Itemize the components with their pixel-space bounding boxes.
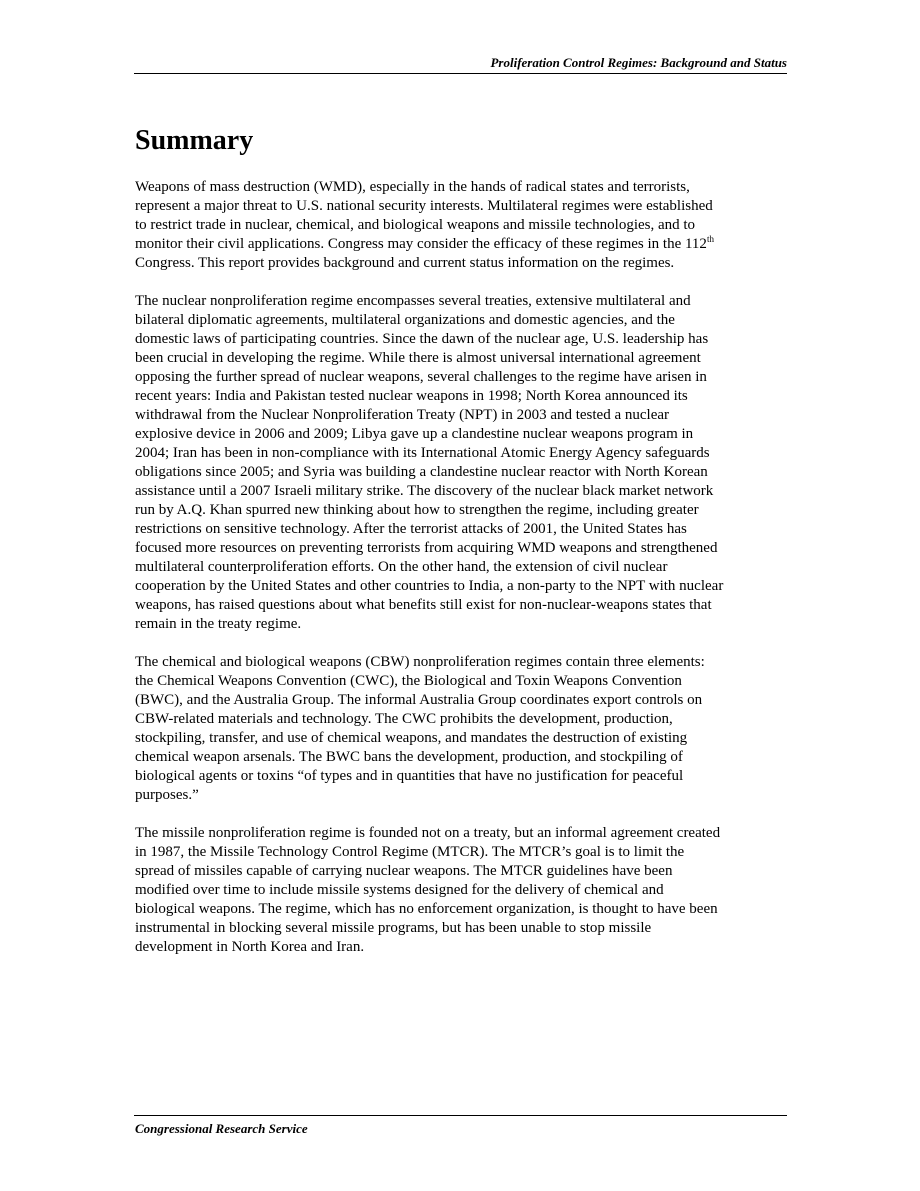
text-line: stockpiling, transfer, and use of chemical weapons, and mandates the destruction of existing — [135, 730, 688, 746]
text-line: the Chemical Weapons Convention (CWC), the Biological and Toxin Weapons Convention — [135, 673, 682, 689]
running-footer: Congressional Research Service — [135, 1121, 308, 1136]
paragraph-missile-regime — [135, 824, 789, 957]
paragraph-cbw-regime — [135, 653, 789, 805]
text-line: Weapons of mass destruction (WMD), especially in the hands of radical states and terrorists, — [135, 179, 690, 195]
text-line: run by A.Q. Khan spurred new thinking about how to strengthen the regime, including greater — [135, 502, 699, 518]
text-line: Congress. This report provides background and current status information on the regimes. — [135, 255, 675, 271]
text-line-with-ordinal — [135, 235, 789, 254]
text-line: assistance until a 2007 Israeli military strike. The discovery of the nuclear black market network — [135, 483, 714, 499]
footer-divider — [134, 1115, 787, 1116]
text-line: (BWC), and the Australia Group. The informal Australia Group coordinates export controls on — [135, 692, 703, 708]
text-line: The nuclear nonproliferation regime encompasses several treaties, extensive multilateral and — [135, 293, 691, 309]
paragraph-nuclear-regime — [135, 292, 789, 634]
text-line: spread of missiles capable of carrying nuclear weapons. The MTCR guidelines have been — [135, 863, 673, 879]
text-line: focused more resources on preventing terrorists from acquiring WMD weapons and strengthened — [135, 540, 718, 556]
text-line: in 1987, the Missile Technology Control Regime (MTCR). The MTCR’s goal is to limit the — [135, 844, 685, 860]
text-line: opposing the further spread of nuclear weapons, several challenges to the regime have arisen in — [135, 369, 707, 385]
text-line: biological agents or toxins “of types and in quantities that have no justification for peaceful — [135, 768, 684, 784]
ordinal-superscript: th — [706, 234, 714, 244]
running-header: Proliferation Control Regimes: Background and Status — [490, 55, 787, 70]
text-line: remain in the treaty regime. — [135, 616, 302, 632]
text-line: explosive device in 2006 and 2009; Libya gave up a clandestine nuclear weapons program in — [135, 426, 694, 442]
text-line: The chemical and biological weapons (CBW) nonproliferation regimes contain three elements: — [135, 654, 705, 670]
text-line: obligations since 2005; and Syria was building a clandestine nuclear reactor with North Korean — [135, 464, 708, 480]
text-line: been crucial in developing the regime. While there is almost universal international agreement — [135, 350, 701, 366]
text-line: The missile nonproliferation regime is founded not on a treaty, but an informal agreement created — [135, 825, 721, 841]
text-line: monitor their civil applications. Congress may consider the efficacy of these regimes in the 112 — [135, 236, 707, 252]
text-line: bilateral diplomatic agreements, multilateral organizations and domestic agencies, and the — [135, 312, 675, 328]
text-line: development in North Korea and Iran. — [135, 939, 365, 955]
section-title: Summary — [135, 125, 254, 156]
text-line: purposes.” — [135, 787, 199, 803]
text-line: CBW-related materials and technology. The CWC prohibits the development, production, — [135, 711, 673, 727]
text-line: instrumental in blocking several missile programs, but has been unable to stop missile — [135, 920, 652, 936]
text-line: withdrawal from the Nuclear Nonproliferation Treaty (NPT) in 2003 and tested a nuclear — [135, 407, 670, 423]
text-line: cooperation by the United States and other countries to India, a non-party to the NPT with nuclear — [135, 578, 724, 594]
text-line: biological weapons. The regime, which has no enforcement organization, is thought to have been — [135, 901, 718, 917]
text-line: restrictions on sensitive technology. After the terrorist attacks of 2001, the United States has — [135, 521, 687, 537]
text-line: chemical weapon arsenals. The BWC bans the development, production, and stockpiling of — [135, 749, 683, 765]
paragraph-wmd-intro — [135, 178, 789, 273]
header-divider — [134, 73, 787, 74]
text-line: multilateral counterproliferation efforts. On the other hand, the extension of civil nuclear — [135, 559, 668, 575]
text-line: recent years: India and Pakistan tested nuclear weapons in 1998; North Korea announced its — [135, 388, 688, 404]
text-line: modified over time to include missile systems designed for the delivery of chemical and — [135, 882, 664, 898]
text-line: weapons, has raised questions about what benefits still exist for non-nuclear-weapons states that — [135, 597, 712, 613]
text-line: to restrict trade in nuclear, chemical, and biological weapons and missile technologies, and to — [135, 217, 696, 233]
summary-body — [135, 178, 789, 976]
text-line: domestic laws of participating countries. Since the dawn of the nuclear age, U.S. leadership has — [135, 331, 709, 347]
text-line: represent a major threat to U.S. national security interests. Multilateral regimes were established — [135, 198, 713, 214]
text-line: 2004; Iran has been in non-compliance with its International Atomic Energy Agency safeguards — [135, 445, 710, 461]
